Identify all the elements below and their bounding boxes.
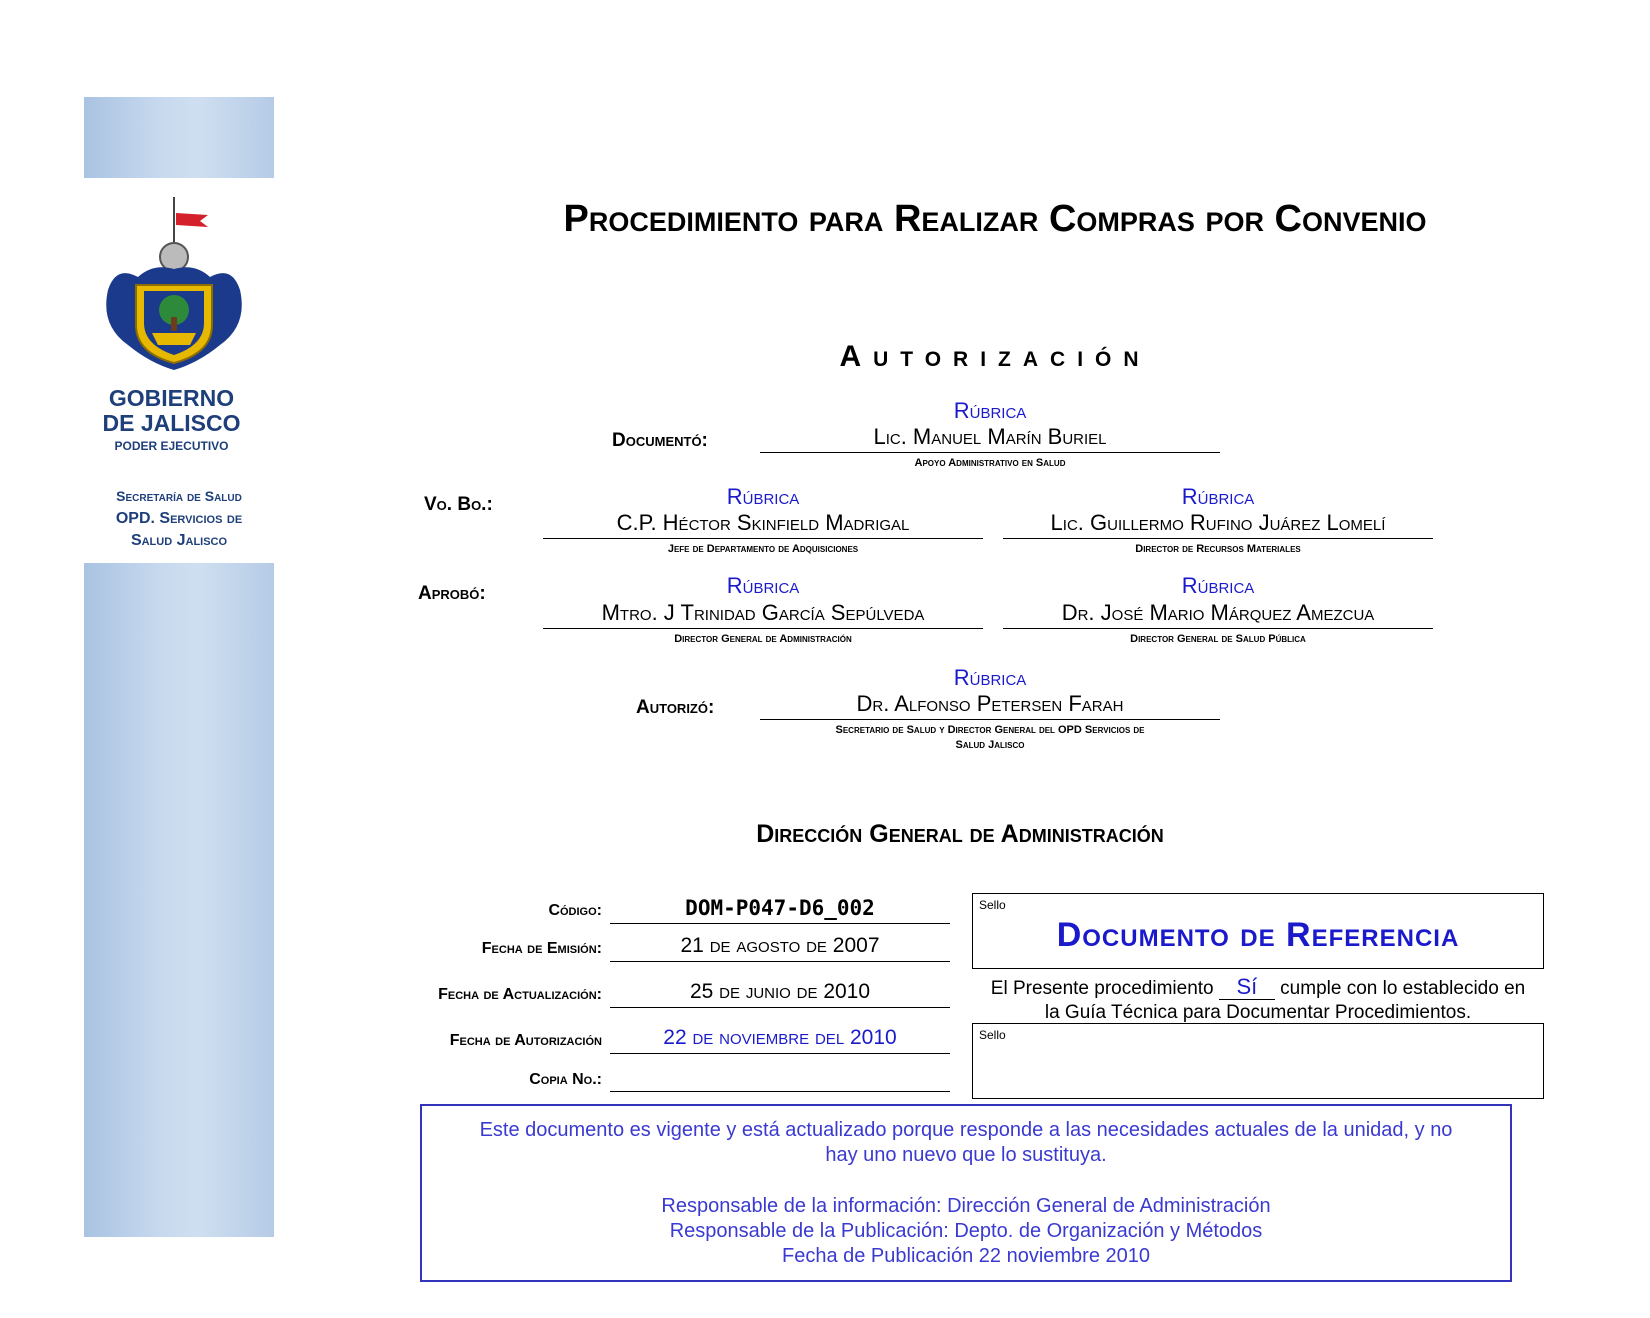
document-title: Procedimiento para Realizar Compras por Convenio bbox=[563, 198, 1427, 240]
rubrica-autorizo: Rúbrica bbox=[953, 665, 1027, 690]
rubrica-vobo-left: Rúbrica bbox=[726, 484, 800, 509]
note-line2: hay uno nuevo que lo sustituya. bbox=[825, 1144, 1107, 1166]
name-vobo-left: C.P. Héctor Skinfield Madrigal bbox=[543, 510, 983, 539]
label-copia: Copia No.: bbox=[529, 1071, 602, 1088]
reference-stamp-box bbox=[972, 893, 1544, 969]
name-documento: Lic. Manuel Marín Buriel bbox=[760, 424, 1220, 453]
label-autorizo: Autorizó: bbox=[636, 697, 715, 718]
org-line2: DE JALISCO bbox=[102, 410, 241, 436]
value-emision: 21 de agosto de 2007 bbox=[610, 934, 950, 962]
role-autorizo-line1: Secretario de Salud y Director General del OPD Servicios de bbox=[835, 724, 1145, 736]
org-name bbox=[84, 386, 259, 436]
dept-line3: Salud Jalisco bbox=[130, 532, 228, 549]
label-documento: Documentó: bbox=[612, 430, 708, 451]
value-autorizacion: 22 de noviembre del 2010 bbox=[610, 1026, 950, 1054]
role-documento: Apoyo Administrativo en Salud bbox=[914, 457, 1066, 469]
value-copia bbox=[610, 1064, 950, 1092]
sello2-label: Sello bbox=[979, 1028, 1006, 1042]
compliance-line2: la Guía Técnica para Documentar Procedimientos. bbox=[1044, 1002, 1472, 1023]
compliance-line1 bbox=[972, 975, 1544, 1001]
name-vobo-right: Lic. Guillermo Rufino Juárez Lomelí bbox=[1003, 510, 1433, 539]
reference-title: Documento de Referencia bbox=[1056, 916, 1460, 954]
role-vobo-right: Director de Recursos Materiales bbox=[1135, 543, 1301, 555]
value-codigo: DOM-P047-D6_002 bbox=[610, 896, 950, 924]
sello-box bbox=[972, 1023, 1544, 1099]
role-autorizo-line2: Salud Jalisco bbox=[955, 739, 1025, 751]
rubrica-aprobo-left: Rúbrica bbox=[726, 573, 800, 598]
section-title: Autorización bbox=[839, 340, 1151, 373]
note-line4: Responsable de la Publicación: Depto. de Organización y Métodos bbox=[669, 1220, 1263, 1242]
org-line3: PODER EJECUTIVO bbox=[114, 439, 229, 453]
rubrica-documento: Rúbrica bbox=[953, 398, 1027, 423]
note-line5: Fecha de Publicación 22 noviembre 2010 bbox=[781, 1245, 1151, 1267]
unit-title: Dirección General de Administración bbox=[756, 820, 1164, 848]
name-autorizo: Dr. Alfonso Petersen Farah bbox=[760, 691, 1220, 720]
sello-label: Sello bbox=[979, 898, 1006, 912]
note-line3: Responsable de la información: Dirección General de Administración bbox=[661, 1195, 1271, 1217]
name-aprobo-left: Mtro. J Trinidad García Sepúlveda bbox=[543, 600, 983, 629]
label-vobo: Vo. Bo.: bbox=[424, 494, 493, 515]
label-aprobo: Aprobó: bbox=[418, 583, 486, 604]
role-vobo-left: Jefe de Departamento de Adquisiciones bbox=[667, 543, 859, 555]
rubrica-aprobo-right: Rúbrica bbox=[1181, 573, 1255, 598]
validity-note bbox=[420, 1104, 1512, 1282]
label-emision: Fecha de Emisión: bbox=[481, 940, 602, 957]
name-aprobo-right: Dr. José Mario Márquez Amezcua bbox=[1003, 600, 1433, 629]
dept-line1: Secretaría de Salud bbox=[116, 488, 242, 504]
role-aprobo-left: Director General de Administración bbox=[674, 633, 852, 645]
note-line1: Este documento es vigente y está actualizado porque responde a las necesidades actuales de la unidad, y no bbox=[479, 1119, 1453, 1141]
role-autorizo bbox=[760, 723, 1220, 753]
role-aprobo-right: Director General de Salud Pública bbox=[1130, 633, 1306, 645]
dept-line2: OPD. Servicios de bbox=[115, 510, 243, 527]
jalisco-coat-of-arms-icon bbox=[98, 195, 248, 380]
label-codigo: Código: bbox=[548, 902, 602, 919]
label-autorizacion: Fecha de Autorización bbox=[449, 1032, 602, 1049]
label-actualizacion: Fecha de Actualización: bbox=[438, 986, 602, 1003]
compliance-text bbox=[972, 975, 1544, 1025]
compliance-post: cumple con lo establecido en bbox=[1280, 978, 1526, 999]
rubrica-vobo-right: Rúbrica bbox=[1181, 484, 1255, 509]
value-actualizacion: 25 de junio de 2010 bbox=[610, 980, 950, 1008]
compliance-value: Sí bbox=[1219, 975, 1275, 1000]
compliance-pre: El Presente procedimiento bbox=[990, 978, 1214, 999]
org-line1: GOBIERNO bbox=[108, 385, 235, 411]
